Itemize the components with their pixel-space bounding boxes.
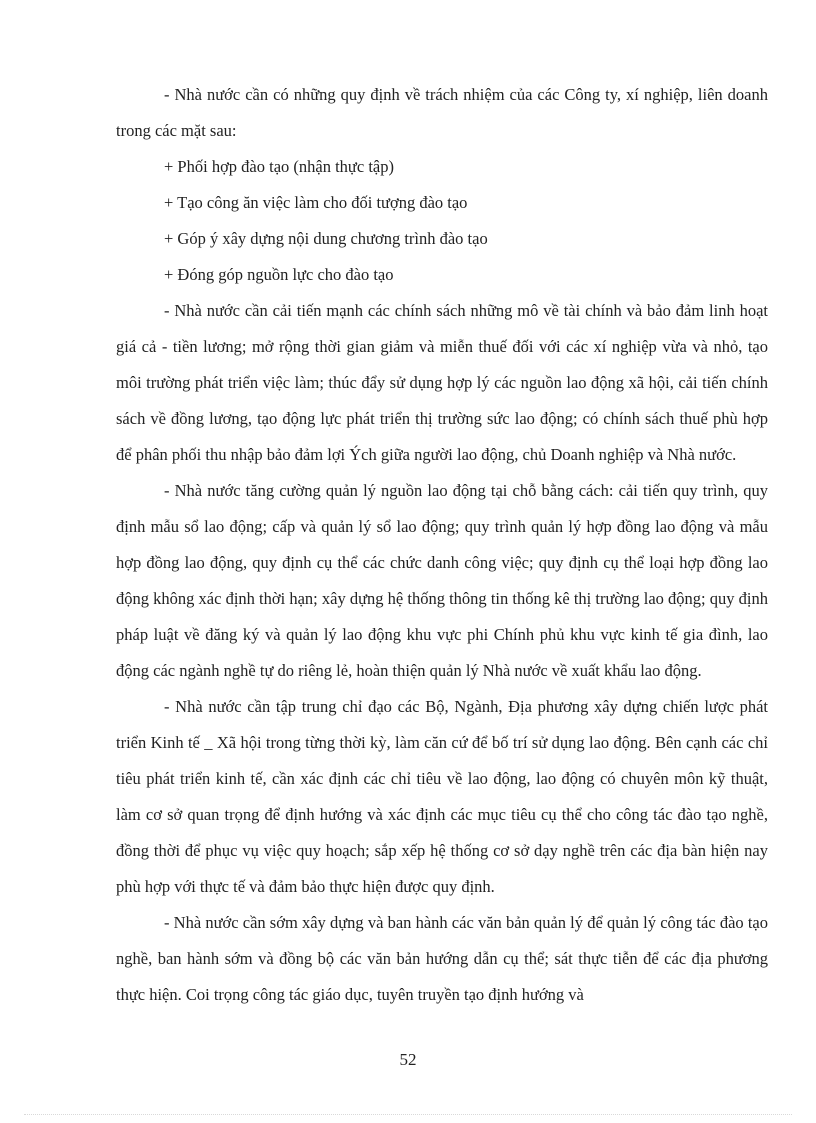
paragraph-finance-policy: - Nhà nước cần cải tiến mạnh các chính sách những mô về tài chính và bảo đảm linh hoạt giá cả - tiền lương; mở rộng thời gian giảm và miễn thuế đối với các xí nghiệp vừa và nhỏ, tạo môi trường phát triển việc làm; thúc đẩy sử dụng hợp lý các nguồn lao động xã hội, cải tiến chính sách về đồng lương, tạo động lực phát triển thị trường sức lao động; có chính sách thuế phù hợp để phân phối thu nhập bảo đảm lợi Ých giữa người lao động, chủ Doanh nghiệp và Nhà nước. xyxy=(116,301,768,464)
document-body xyxy=(116,77,768,1013)
paragraph-regulations: - Nhà nước cần sớm xây dựng và ban hành các văn bản quản lý để quản lý công tác đào tạo nghề, ban hành sớm và đồng bộ các văn bản hướng dẫn cụ thể; sát thực tiễn để các địa phương thực hiện. Coi trọng công tác giáo dục, tuyên truyền tạo định hướng và xyxy=(116,913,768,1004)
paragraph-labor-management: - Nhà nước tăng cường quản lý nguồn lao động tại chỗ bằng cách: cải tiến quy trình, quy định mẫu sổ lao động; cấp và quản lý sổ lao động; quy trình quản lý hợp đồng lao động và mẫu hợp đồng lao động, quy định cụ thể các chức danh công việc; quy định cụ thể loại hợp đồng lao động không xác định thời hạn; xây dựng hệ thống thông tin thống kê thị trường lao động; quy định pháp luật về đăng ký và quản lý lao động khu vực phi Chính phủ khu vực kinh tế gia đình, lao động các ngành nghề tự do riêng lẻ, hoàn thiện quản lý Nhà nước về xuất khẩu lao động. xyxy=(116,481,768,680)
list-item: + Tạo công ăn việc làm cho đối tượng đào tạo xyxy=(164,193,468,212)
list-item: + Đóng góp nguồn lực cho đào tạo xyxy=(164,265,394,284)
paragraph-development-strategy: - Nhà nước cần tập trung chỉ đạo các Bộ, Ngành, Địa phương xây dựng chiến lược phát triển Kinh tế _ Xã hội trong từng thời kỳ, làm căn cứ để bố trí sử dụng lao động. Bên cạnh các chỉ tiêu phát triển kinh tế, cần xác định các chỉ tiêu về lao động, lao động có chuyên môn kỹ thuật, làm cơ sở quan trọng để định hướng và xác định các mục tiêu cụ thể cho công tác đào tạo nghề, đồng thời để phục vụ việc quy hoạch; sắp xếp hệ thống cơ sở dạy nghề trên các địa bàn hiện nay phù hợp với thực tế và đảm bảo thực hiện được quy định. xyxy=(116,697,768,896)
paragraph-intro: - Nhà nước cần có những quy định về trách nhiệm của các Công ty, xí nghiệp, liên doanh trong các mặt sau: xyxy=(116,85,768,140)
list-item: + Phối hợp đào tạo (nhận thực tập) xyxy=(164,157,394,176)
page-number: 52 xyxy=(399,1050,417,1069)
bottom-divider xyxy=(24,1114,792,1115)
list-item: + Góp ý xây dựng nội dung chương trình đào tạo xyxy=(164,229,488,248)
